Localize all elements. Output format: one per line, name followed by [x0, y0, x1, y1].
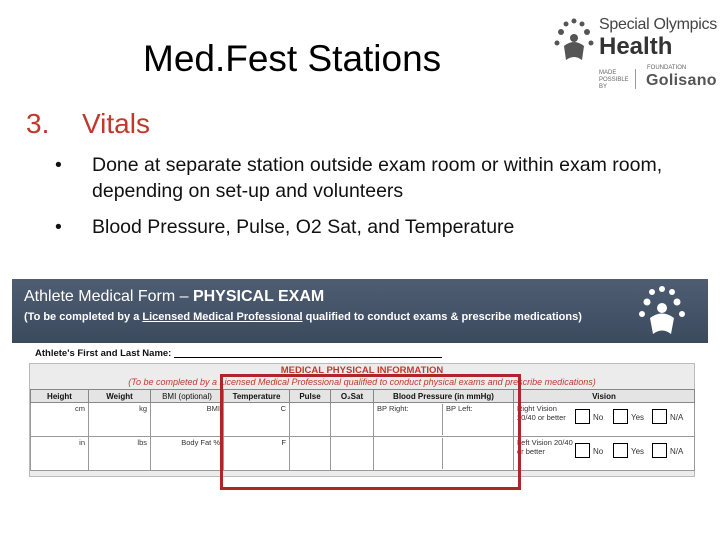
bullet-item — [55, 214, 695, 240]
table-title: MEDICAL PHYSICAL INFORMATION — [280, 365, 444, 376]
bp-left-label: BP Left: — [442, 404, 473, 435]
bp-right-label: BP Right: — [377, 404, 409, 413]
option-no: No — [593, 413, 604, 422]
header-temperature: Temperature — [224, 390, 290, 403]
vision-cell — [514, 403, 695, 437]
section-number: 3. — [26, 108, 50, 139]
left-vision-no-checkbox[interactable] — [575, 443, 590, 458]
right-vision-na-checkbox[interactable] — [652, 409, 667, 424]
weight-cell: lbs — [89, 437, 151, 471]
header-vision: Vision — [514, 390, 695, 403]
form-title: Athlete Medical Form – PHYSICAL EXAM — [24, 288, 325, 305]
body-fat-cell: Body Fat % — [151, 437, 224, 471]
slide-title: Med.Fest Stations — [143, 38, 442, 79]
athlete-name-field: Athlete's First and Last Name: — [35, 348, 442, 359]
option-na: N/A — [670, 413, 684, 422]
temperature-cell: F — [224, 437, 290, 471]
right-vision-no-checkbox[interactable] — [575, 409, 590, 424]
option-no: No — [593, 447, 604, 456]
height-cell: cm — [31, 403, 89, 437]
option-yes: Yes — [631, 413, 645, 422]
bullet-list — [55, 152, 695, 250]
special-olympics-emblem-icon — [552, 16, 596, 68]
section-heading — [26, 108, 150, 140]
header-weight: Weight — [89, 390, 151, 403]
right-vision-yes-checkbox[interactable] — [613, 409, 628, 424]
logo-divider — [635, 69, 636, 89]
special-olympics-health-logo — [552, 14, 717, 90]
header-pulse: Pulse — [290, 390, 331, 403]
header-bmi: BMI (optional) — [151, 390, 224, 403]
vitals-highlight-box — [220, 374, 521, 490]
option-na: N/A — [670, 447, 684, 456]
bullet-dot: • — [55, 216, 62, 238]
vision-cell — [514, 437, 695, 471]
bullet-dot: • — [55, 154, 62, 176]
logo-line-1: Special Olympics — [599, 16, 717, 33]
weight-cell: kg — [89, 403, 151, 437]
right-vision-label: Right Vision 20/40 or better — [517, 404, 566, 422]
form-subtitle: (To be completed by a Licensed Medical Professional qualified to conduct exams & prescribe medications) — [24, 311, 582, 323]
logo-made-possible: MADE POSSIBLE BY — [599, 70, 629, 90]
bullet-text: Done at separate station outside exam room or within exam room, depending on set-up and volunteers — [92, 154, 663, 202]
logo-foundation: FOUNDATION — [647, 65, 687, 71]
left-vision-yes-checkbox[interactable] — [613, 443, 628, 458]
left-vision-na-checkbox[interactable] — [652, 443, 667, 458]
left-vision-label: Left Vision 20/40 or better — [517, 438, 573, 456]
special-olympics-emblem-icon — [635, 284, 689, 338]
table-subtitle: (To be completed by a Licensed Medical Professional qualified to conduct physical exams and prescribe medications) — [128, 377, 596, 387]
section-title: Vitals — [82, 108, 150, 139]
header-o2sat: O₂Sat — [331, 390, 374, 403]
bmi-cell: BMI — [151, 403, 224, 437]
header-blood-pressure: Blood Pressure (in mmHg) — [374, 390, 514, 403]
height-cell: in — [31, 437, 89, 471]
bullet-item — [55, 152, 695, 204]
bullet-text: Blood Pressure, Pulse, O2 Sat, and Temperature — [92, 216, 515, 238]
logo-line-2: Health — [599, 33, 673, 60]
header-height: Height — [31, 390, 89, 403]
logo-sponsor: Golisano — [646, 72, 717, 89]
form-banner — [12, 279, 708, 343]
option-yes: Yes — [631, 447, 645, 456]
temperature-cell: C — [224, 403, 290, 437]
